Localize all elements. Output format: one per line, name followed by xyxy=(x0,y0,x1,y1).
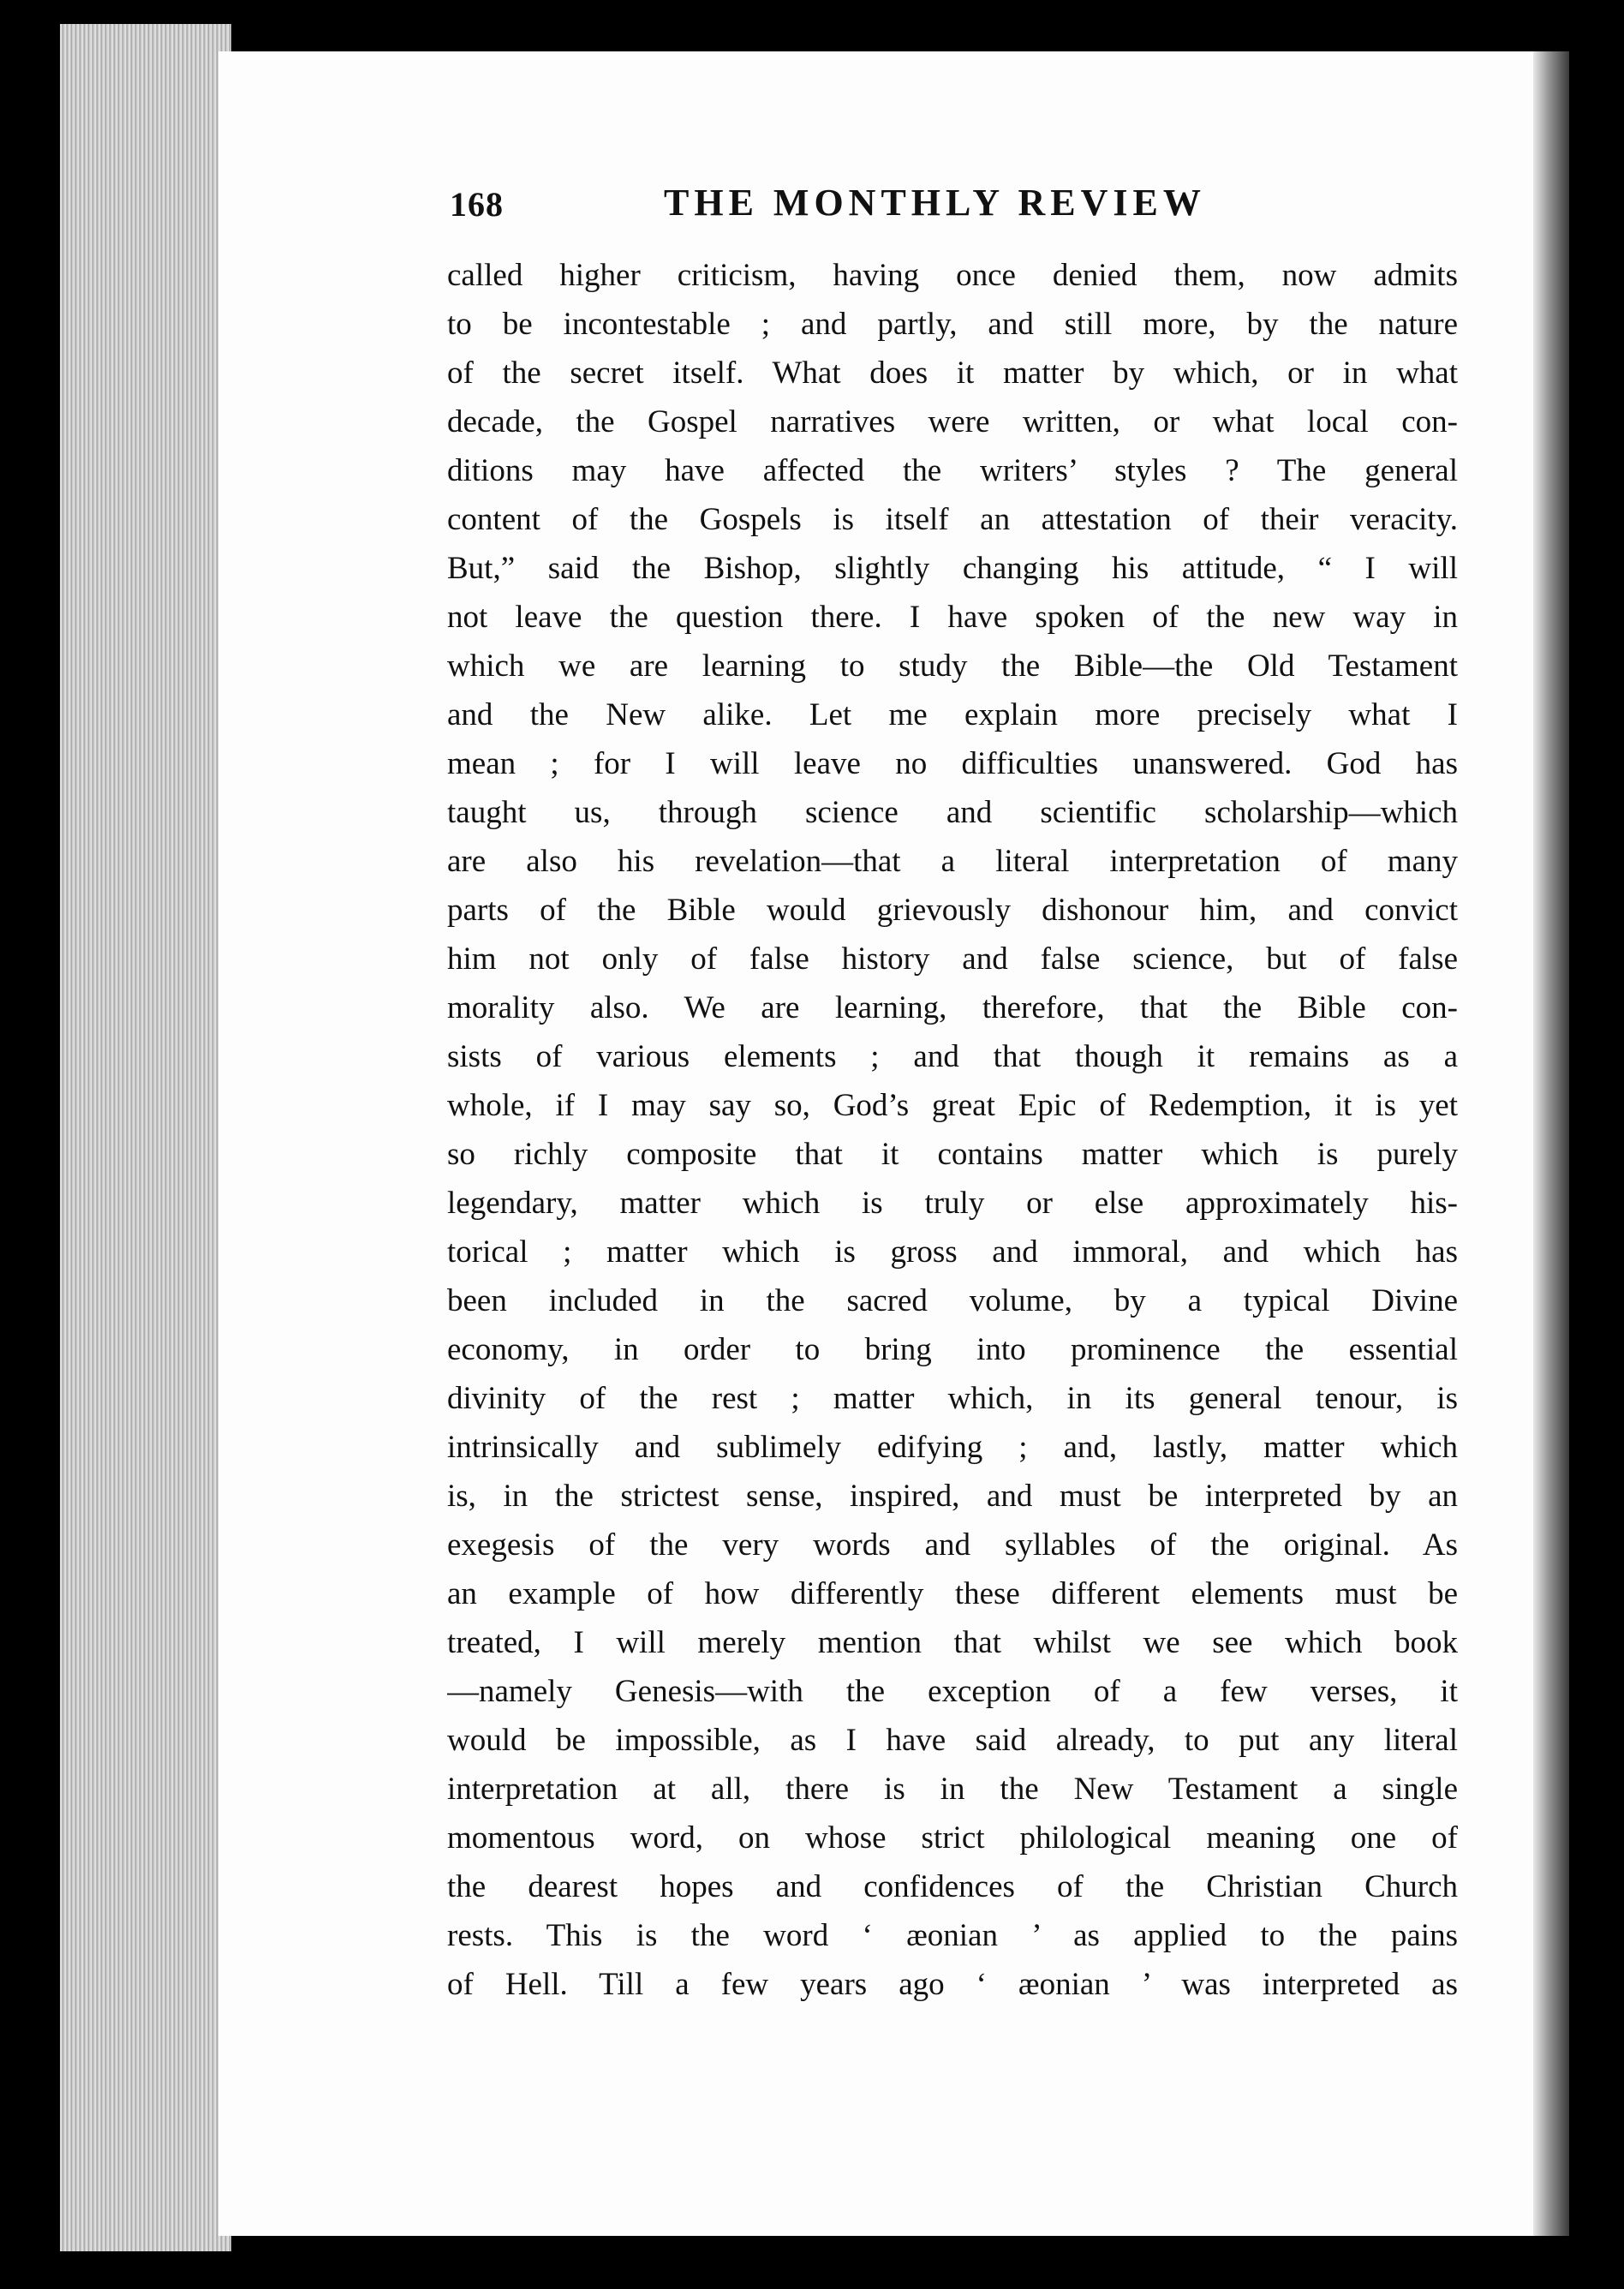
book-binding-shadow xyxy=(1533,51,1569,2236)
text-line: of Hell. Till a few years ago ‘ æonian ’ was interpreted as xyxy=(447,1967,1458,2002)
text-line: exegesis of the very words and syllables of the original. As xyxy=(447,1527,1458,1563)
text-line: which we are learning to study the Bible—the Old Testament xyxy=(447,648,1458,684)
text-line: divinity of the rest ; matter which, in its general tenour, is xyxy=(447,1381,1458,1416)
text-line: to be incontestable ; and partly, and still more, by the nature xyxy=(447,307,1458,342)
text-line: rests. This is the word ‘ æonian ’ as applied to the pains xyxy=(447,1918,1458,1953)
text-line: whole, if I may say so, God’s great Epic of Redemption, it is yet xyxy=(447,1088,1458,1123)
text-line: But,” said the Bishop, slightly changing his attitude, “ I will xyxy=(447,551,1458,586)
text-line: called higher criticism, having once denied them, now admits xyxy=(447,258,1458,293)
text-line: are also his revelation—that a literal interpretation of many xyxy=(447,844,1458,879)
running-title: THE MONTHLY REVIEW xyxy=(664,182,1206,224)
text-line: sists of various elements ; and that though it remains as a xyxy=(447,1039,1458,1074)
text-line: interpretation at all, there is in the New Testament a single xyxy=(447,1772,1458,1807)
text-line: been included in the sacred volume, by a typical Divine xyxy=(447,1283,1458,1318)
text-line: —namely Genesis—with the exception of a few verses, it xyxy=(447,1674,1458,1709)
text-line: morality also. We are learning, therefore, that the Bible con- xyxy=(447,990,1458,1025)
text-line: taught us, through science and scientific scholarship—which xyxy=(447,795,1458,830)
text-line: ditions may have affected the writers’ styles ? The general xyxy=(447,453,1458,488)
text-line: an example of how differently these different elements must be xyxy=(447,1576,1458,1611)
running-head xyxy=(450,184,1238,236)
body-text xyxy=(447,251,1458,2009)
text-line: legendary, matter which is truly or else approximately his- xyxy=(447,1186,1458,1221)
text-line: momentous word, on whose strict philological meaning one of xyxy=(447,1820,1458,1856)
text-line: of the secret itself. What does it matter by which, or in what xyxy=(447,356,1458,391)
page-edges-stack xyxy=(60,24,231,2251)
text-line: intrinsically and sublimely edifying ; and, lastly, matter which xyxy=(447,1430,1458,1465)
page-number: 168 xyxy=(450,185,504,224)
text-line: treated, I will merely mention that whilst we see which book xyxy=(447,1625,1458,1660)
text-line: would be impossible, as I have said already, to put any literal xyxy=(447,1723,1458,1758)
text-line: is, in the strictest sense, inspired, and must be interpreted by an xyxy=(447,1479,1458,1514)
text-line: torical ; matter which is gross and immoral, and which has xyxy=(447,1234,1458,1270)
text-line: parts of the Bible would grievously dishonour him, and convict xyxy=(447,893,1458,928)
text-line: and the New alike. Let me explain more precisely what I xyxy=(447,697,1458,732)
text-line: so richly composite that it contains matter which is purely xyxy=(447,1137,1458,1172)
text-line: him not only of false history and false science, but of false xyxy=(447,941,1458,977)
text-line: the dearest hopes and confidences of the Christian Church xyxy=(447,1869,1458,1904)
text-line: mean ; for I will leave no difficulties unanswered. God has xyxy=(447,746,1458,781)
text-line: decade, the Gospel narratives were written, or what local con- xyxy=(447,404,1458,439)
text-line: content of the Gospels is itself an attestation of their veracity. xyxy=(447,502,1458,537)
text-line: not leave the question there. I have spoken of the new way in xyxy=(447,600,1458,635)
text-line: economy, in order to bring into prominence the essential xyxy=(447,1332,1458,1367)
